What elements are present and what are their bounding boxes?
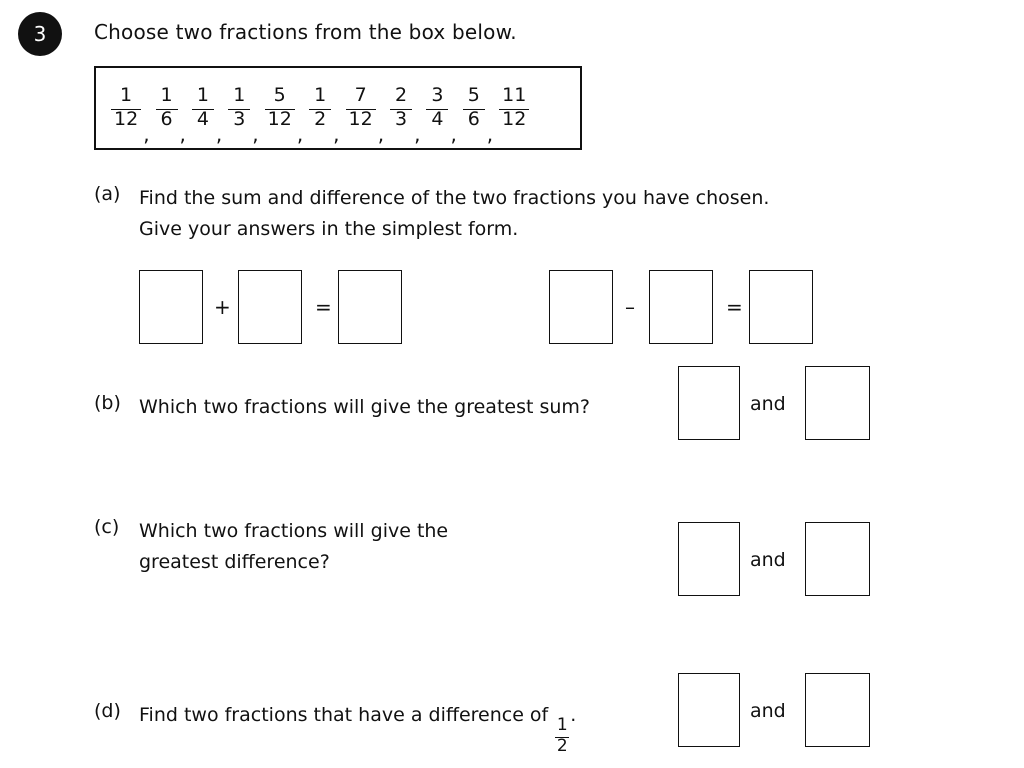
- part-c-text: [139, 516, 659, 579]
- fraction-separator: ,: [486, 122, 494, 146]
- fraction-option: [390, 86, 412, 130]
- fraction-numerator: 11: [502, 84, 527, 107]
- and-label-b: and: [750, 393, 786, 415]
- fraction-denominator: 3: [233, 108, 246, 130]
- answer-box-difference-result[interactable]: [749, 270, 813, 344]
- part-a-text: [139, 183, 899, 246]
- fraction-numerator: 5: [467, 84, 480, 107]
- fraction-numerator: 1: [196, 84, 209, 107]
- fraction-option: [426, 86, 448, 130]
- answer-box-sum-result[interactable]: [338, 270, 402, 344]
- fraction-numerator: 2: [395, 84, 408, 107]
- fraction-separator: ,: [414, 122, 421, 146]
- question-number-badge: 3: [18, 12, 62, 56]
- answer-box-sum-first[interactable]: [139, 270, 203, 344]
- fraction-separator: ,: [333, 122, 340, 146]
- fraction-option: [463, 86, 485, 130]
- answer-box-b-first[interactable]: [678, 366, 740, 440]
- fraction-separator: ,: [215, 122, 223, 146]
- equals-operator-sum: =: [315, 295, 332, 319]
- and-label-c: and: [750, 549, 786, 571]
- fraction-separator: ,: [377, 122, 385, 146]
- answer-box-d-second[interactable]: [805, 673, 870, 747]
- fraction-denominator: 4: [196, 108, 209, 130]
- fraction-denominator: 12: [114, 108, 139, 130]
- fraction-denominator: 3: [395, 108, 408, 130]
- fraction-denominator: 12: [502, 108, 527, 130]
- fraction-option: [499, 86, 529, 130]
- part-c-line1: Which two fractions will give the: [139, 520, 449, 542]
- fraction-numerator: 1: [314, 84, 327, 107]
- fraction-option: [156, 86, 178, 130]
- part-c-label: (c): [94, 516, 120, 538]
- fraction-denominator: 6: [467, 108, 480, 130]
- part-a-line2: Give your answers in the simplest form.: [139, 218, 519, 241]
- part-d-fraction: [555, 717, 569, 755]
- fraction-numerator: 7: [354, 84, 367, 107]
- fraction-option: [346, 86, 376, 130]
- question-stem: Choose two fractions from the box below.: [94, 20, 517, 44]
- fraction-numerator: 1: [120, 84, 133, 107]
- fraction-separator: ,: [179, 122, 186, 146]
- part-b-text: Which two fractions will give the greatest sum?: [139, 396, 591, 418]
- and-label-d: and: [750, 700, 786, 722]
- fraction-denominator: 2: [556, 736, 568, 757]
- fraction-option: [228, 86, 250, 130]
- fraction-numerator: 5: [273, 84, 286, 107]
- fraction-denominator: 6: [160, 108, 173, 130]
- plus-operator: +: [214, 295, 231, 319]
- answer-box-c-first[interactable]: [678, 522, 740, 596]
- part-a-line1: Find the sum and difference of the two fractions you have chosen.: [139, 187, 770, 209]
- answer-box-difference-second[interactable]: [649, 270, 713, 344]
- part-d-text-before: Find two fractions that have a difference of: [139, 704, 549, 726]
- equals-operator-difference: =: [726, 295, 743, 319]
- fraction-denominator: 4: [431, 108, 444, 130]
- answer-box-difference-first[interactable]: [549, 270, 613, 344]
- fraction-denominator: 12: [348, 108, 373, 130]
- part-d-text-after: .: [570, 704, 577, 726]
- part-d-text: [139, 700, 659, 755]
- fraction-option: [111, 86, 141, 130]
- answer-box-b-second[interactable]: [805, 366, 870, 440]
- fraction-numerator: 1: [233, 84, 246, 107]
- fraction-numerator: 1: [556, 715, 568, 736]
- fraction-option: [192, 86, 214, 130]
- answer-box-d-first[interactable]: [678, 673, 740, 747]
- fraction-numerator: 1: [160, 84, 173, 107]
- fraction-separator: ,: [143, 122, 150, 146]
- part-d-label: (d): [94, 700, 121, 722]
- answer-box-sum-second[interactable]: [238, 270, 302, 344]
- part-c-line2: greatest difference?: [139, 551, 330, 574]
- answer-box-c-second[interactable]: [805, 522, 870, 596]
- part-b-label: (b): [94, 392, 121, 414]
- minus-operator: –: [625, 295, 635, 319]
- fraction-choice-box: [94, 66, 582, 150]
- fraction-separator: ,: [450, 122, 457, 146]
- fraction-numerator: 3: [431, 84, 444, 107]
- fraction-denominator: 2: [314, 108, 327, 130]
- fraction-separator: ,: [296, 122, 304, 146]
- fraction-option: [265, 86, 295, 130]
- fraction-option: [309, 86, 331, 130]
- fraction-denominator: 12: [267, 108, 292, 130]
- fraction-separator: ,: [252, 122, 259, 146]
- part-a-label: (a): [94, 183, 121, 205]
